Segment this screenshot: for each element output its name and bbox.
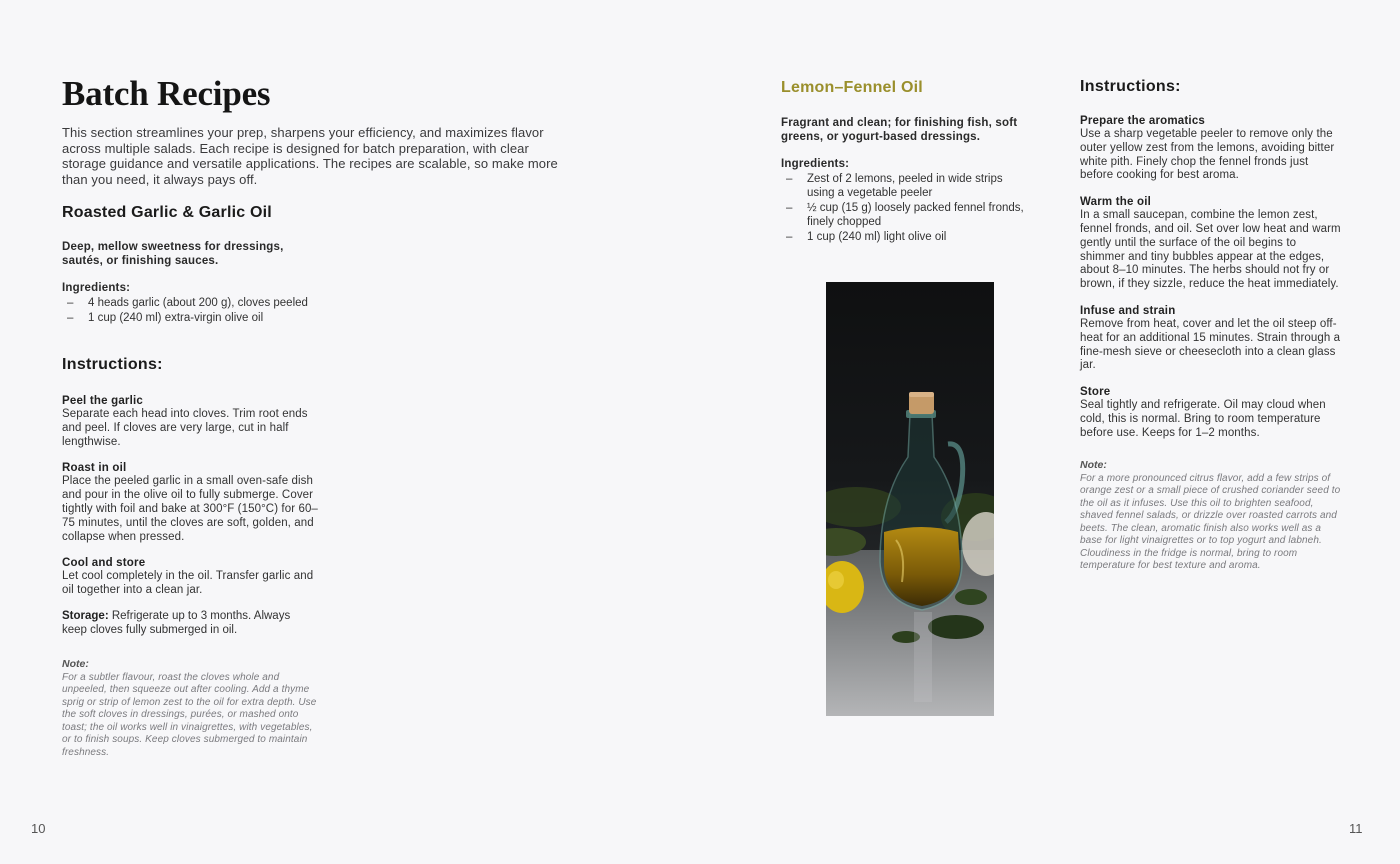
step-title: Warm the oil [1080,196,1151,209]
lemon-fennel-instructions [1080,78,1342,573]
step-text: Let cool completely in the oil. Transfer garlic and oil together into a clean jar. [62,570,314,597]
garlic-recipe-summary [62,240,318,326]
page-number-right: 11 [1349,821,1363,836]
instructions-heading: Instructions: [1080,78,1181,95]
note-label: Note: [62,657,89,670]
recipe-title-lemon-fennel: Lemon–Fennel Oil [781,79,923,96]
storage-text: Refrigerate up to 3 months. Always keep cloves fully submerged in oil. [62,609,291,636]
step-text: In a small saucepan, combine the lemon zest, fennel fronds, and oil. Set over low heat and warm gently until the surface of the oil begins to shimmer and tiny bubbles appear at the edges, about 8–10 minutes. The herbs should not fry or brown, if they sizzle, reduce the heat immediately. [1080,209,1341,291]
step-text: Place the peeled garlic in a small oven-safe dish and pour in the olive oil to fully submerge. Cover tightly with foil and bake at 300°F (150°C) for 60–75 minutes, until the cloves are soft, golden, and collapse when pressed. [62,475,318,543]
ingredient-item: – 1 cup (240 ml) light olive oil [786,231,947,243]
page-title: Batch Recipes [62,74,271,113]
storage-note [62,610,318,638]
step-title: Prepare the aromatics [1080,115,1206,127]
section-intro: This section streamlines your prep, sharpens your efficiency, and maximizes flavor across multiple salads. Each recipe is designed for batch preparation, with clear storage guidance and versatile applications. The recipes are scalable, so make more than you need, it always pays off. [62,125,558,187]
instruction-step [1080,114,1342,183]
step-text: Seal tightly and refrigerate. Oil may cloud when cold, this is normal. Bring to room temperature before use. Keeps for 1–2 months. [1080,399,1326,439]
note-label: Note: [1080,458,1107,471]
step-title: Roast in oil [62,462,127,475]
note-text: For a more pronounced citrus flavor, add a few strips of orange zest or a small piece of crushed coriander seed to the oil as it infuses. Use this oil to brighten seafood, shaved fennel salads, or drizzle over roasted carrots and beets. The clean, aromatic finish also works well as a base for light vinaigrettes or to top yogurt and labneh. Cloudiness in the fridge is normal, bring to room temperature for best texture and aroma. [1080,472,1341,572]
ingredient-item: – Zest of 2 lemons, peeled in wide strips using a vegetable peeler [786,173,1003,199]
instruction-step [62,461,318,544]
recipe-description: Deep, mellow sweetness for dressings, sautés, or finishing sauces. [62,241,284,267]
note-text: For a subtler flavour, roast the cloves whole and unpeeled, then squeeze out after cooling. Add a thyme sprig or strip of lemon zest to the oil for extra depth. Use the soft cloves in dressings, purées, or mashed onto toast; the oil works well in vinaigrettes, with vegetables, or to finish soups. Keep cloves submerged to maintain freshness. [62,671,317,758]
instruction-step [62,394,318,449]
ingredients-list [62,296,318,325]
lemon-fennel-summary [781,116,1031,245]
step-text: Use a sharp vegetable peeler to remove only the outer yellow zest from the lemons, avoiding bitter white pith. Finely chop the fennel fronds just before cooking for best aroma. [1080,128,1335,182]
ingredient-item: – ½ cup (15 g) loosely packed fennel fronds, finely chopped [786,202,1024,228]
recipe-description: Fragrant and clean; for finishing fish, soft greens, or yogurt-based dressings. [781,117,1018,143]
instruction-step [1080,304,1342,373]
oil-bottle-photo [826,282,994,716]
step-title: Peel the garlic [62,395,143,407]
instruction-step [1080,195,1342,292]
storage-label: Storage: [62,609,109,622]
ingredient-item: – 1 cup (240 ml) extra-virgin olive oil [67,312,264,324]
ingredients-label: Ingredients: [781,158,850,170]
instruction-step [1080,385,1342,440]
step-title: Infuse and strain [1080,304,1176,317]
ingredients-list [781,172,1031,244]
step-text: Remove from heat, cover and let the oil steep off-heat for an additional 15 minutes. Strain through a fine-mesh sieve or cheesecloth into a clean glass jar. [1080,317,1341,372]
step-title: Cool and store [62,557,146,570]
page-number-left: 10 [31,821,46,836]
recipe-title-garlic: Roasted Garlic & Garlic Oil [62,204,272,221]
ingredient-item: – 4 heads garlic (about 200 g), cloves peeled [67,297,308,309]
instructions-heading: Instructions: [62,356,163,373]
ingredients-label: Ingredients: [62,282,131,294]
step-title: Store [1080,386,1111,399]
instruction-step [62,556,318,598]
step-text: Separate each head into cloves. Trim root ends and peel. If cloves are very large, cut in half lengthwise. [62,408,308,448]
garlic-instructions [62,356,318,759]
